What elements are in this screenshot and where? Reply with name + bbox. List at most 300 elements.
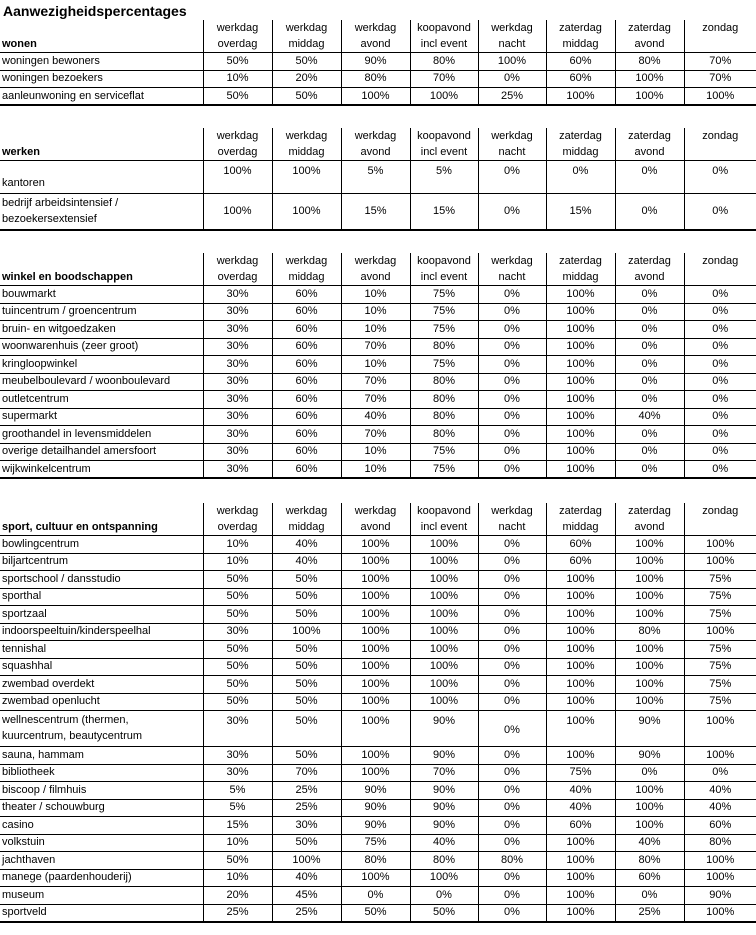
row-label-line: bedrijf arbeidsintensief /: [2, 197, 119, 210]
cell-value: 50%: [203, 852, 272, 870]
column-header: [341, 20, 410, 53]
table-row: [0, 764, 756, 782]
column-header-line: incl event: [420, 146, 468, 158]
column-header-line: koopavond: [417, 255, 471, 267]
column-header: [684, 253, 756, 286]
column-header-line: incl event: [420, 521, 468, 533]
cell-value: 50%: [272, 693, 341, 711]
row-label-line: bowlingcentrum: [2, 537, 80, 550]
cell-value: 30%: [203, 373, 272, 391]
cell-value: 5%: [410, 161, 478, 194]
column-header: [341, 253, 410, 286]
cell-value: 100%: [410, 588, 478, 606]
table-row: [0, 426, 756, 444]
cell-value: 100%: [341, 658, 410, 676]
cell-value: 80%: [615, 623, 684, 641]
cell-value: 80%: [615, 53, 684, 71]
column-header: [410, 20, 478, 53]
cell-value: 50%: [410, 904, 478, 922]
cell-value: 15%: [546, 194, 615, 230]
column-header: [546, 20, 615, 53]
cell-value: 0%: [478, 338, 546, 356]
column-header: [203, 128, 272, 161]
cell-value: 0%: [478, 391, 546, 409]
cell-value: 40%: [615, 834, 684, 852]
section-title: wonen: [0, 20, 203, 53]
column-header-line: werkdag: [285, 130, 328, 142]
cell-value: 0%: [478, 641, 546, 659]
row-label-line: squashhal: [2, 660, 53, 673]
cell-value: 90%: [410, 799, 478, 817]
cell-value: 100%: [684, 904, 756, 922]
cell-value: 80%: [684, 834, 756, 852]
cell-value: 25%: [272, 799, 341, 817]
cell-value: 100%: [615, 658, 684, 676]
column-header-line: werkdag: [216, 130, 259, 142]
cell-value: 75%: [684, 658, 756, 676]
cell-value: 100%: [684, 852, 756, 870]
cell-value: 100%: [341, 711, 410, 747]
cell-value: 0%: [615, 356, 684, 374]
row-label: [0, 782, 203, 800]
cell-value: 30%: [203, 356, 272, 374]
cell-value: 20%: [272, 70, 341, 88]
cell-value: 100%: [615, 70, 684, 88]
cell-value: 0%: [478, 461, 546, 479]
cell-value: 60%: [272, 373, 341, 391]
cell-value: 100%: [546, 391, 615, 409]
cell-value: 40%: [684, 782, 756, 800]
cell-value: 100%: [546, 693, 615, 711]
cell-value: 100%: [341, 693, 410, 711]
cell-value: 100%: [546, 887, 615, 905]
cell-value: 90%: [341, 782, 410, 800]
row-label-line: sportschool / dansstudio: [2, 572, 121, 585]
cell-value: 50%: [203, 641, 272, 659]
cell-value: 0%: [615, 443, 684, 461]
cell-value: 100%: [684, 869, 756, 887]
column-header-line: zondag: [702, 22, 739, 34]
cell-value: 50%: [203, 606, 272, 624]
column-header-line: middag: [562, 271, 599, 283]
cell-value: 75%: [684, 676, 756, 694]
cell-value: 75%: [684, 588, 756, 606]
cell-value: 0%: [684, 408, 756, 426]
header-row: [0, 20, 756, 53]
column-header: [478, 503, 546, 536]
cell-value: 75%: [410, 303, 478, 321]
cell-value: 50%: [203, 88, 272, 106]
cell-value: 0%: [478, 426, 546, 444]
cell-value: 15%: [410, 194, 478, 230]
column-header-line: werkdag: [285, 255, 328, 267]
row-label-line: casino: [2, 818, 34, 831]
column-header-line: werkdag: [354, 22, 397, 34]
cell-value: 100%: [546, 606, 615, 624]
cell-value: 100%: [546, 658, 615, 676]
column-header-line: werkdag: [354, 505, 397, 517]
cell-value: 0%: [478, 904, 546, 922]
cell-value: 60%: [272, 461, 341, 479]
row-label-line: sportzaal: [2, 607, 47, 620]
cell-value: 70%: [684, 70, 756, 88]
column-header: [478, 253, 546, 286]
cell-value: 0%: [684, 373, 756, 391]
cell-value: 0%: [478, 817, 546, 835]
row-label: [0, 356, 203, 374]
cell-value: 90%: [410, 782, 478, 800]
cell-value: 50%: [272, 658, 341, 676]
cell-value: 50%: [272, 834, 341, 852]
cell-value: 0%: [615, 391, 684, 409]
column-header-line: [687, 36, 755, 52]
row-label: [0, 693, 203, 711]
row-label: [0, 571, 203, 589]
table-row: [0, 799, 756, 817]
cell-value: 75%: [684, 693, 756, 711]
cell-value: 0%: [615, 321, 684, 339]
cell-value: 40%: [272, 553, 341, 571]
cell-value: 50%: [272, 747, 341, 765]
cell-value: 0%: [478, 887, 546, 905]
column-header: [410, 128, 478, 161]
cell-value: 100%: [615, 588, 684, 606]
cell-value: 60%: [272, 426, 341, 444]
column-header: [272, 128, 341, 161]
cell-value: 0%: [478, 676, 546, 694]
row-label-line: bouwmarkt: [2, 287, 56, 300]
table-row: [0, 747, 756, 765]
table-row: [0, 623, 756, 641]
cell-value: 40%: [546, 782, 615, 800]
cell-value: 100%: [341, 536, 410, 554]
row-label-line: manege (paardenhouderij): [2, 871, 132, 884]
cell-value: 100%: [341, 588, 410, 606]
column-header: [546, 253, 615, 286]
row-label-line: biscoop / filmhuis: [2, 783, 87, 796]
cell-value: 0%: [684, 356, 756, 374]
row-label: [0, 443, 203, 461]
cell-value: 0%: [478, 408, 546, 426]
column-header-line: avond: [360, 146, 391, 158]
cell-value: 80%: [410, 338, 478, 356]
cell-value: 10%: [341, 443, 410, 461]
cell-value: 60%: [272, 391, 341, 409]
row-label-line: meubelboulevard / woonboulevard: [2, 375, 171, 388]
row-label: [0, 70, 203, 88]
column-header-line: incl event: [420, 271, 468, 283]
cell-value: 100%: [546, 408, 615, 426]
column-header-line: middag: [562, 521, 599, 533]
cell-value: 100%: [410, 553, 478, 571]
row-label-line: aanleunwoning en serviceflat: [2, 89, 144, 102]
cell-value: 30%: [203, 303, 272, 321]
column-header: [410, 503, 478, 536]
row-label-line: jachthaven: [2, 853, 56, 866]
cell-value: 80%: [410, 408, 478, 426]
table-row: [0, 321, 756, 339]
cell-value: 50%: [203, 53, 272, 71]
cell-value: 70%: [341, 373, 410, 391]
column-header-line: werkdag: [216, 255, 259, 267]
table-row: [0, 904, 756, 922]
cell-value: 100%: [341, 88, 410, 106]
cell-value: 100%: [341, 571, 410, 589]
table-row: [0, 53, 756, 71]
cell-value: 70%: [684, 53, 756, 71]
cell-value: 0%: [684, 161, 756, 194]
cell-value: 50%: [203, 588, 272, 606]
row-label: [0, 391, 203, 409]
cell-value: 100%: [341, 641, 410, 659]
cell-value: 100%: [546, 641, 615, 659]
cell-value: 50%: [203, 658, 272, 676]
table-row: [0, 194, 756, 230]
column-header-line: zaterdag: [628, 505, 671, 517]
row-label: [0, 53, 203, 71]
cell-value: 60%: [272, 443, 341, 461]
cell-value: 70%: [410, 764, 478, 782]
table-row: [0, 852, 756, 870]
cell-value: 75%: [410, 443, 478, 461]
table-row: [0, 373, 756, 391]
cell-value: 100%: [410, 623, 478, 641]
column-header-line: nacht: [498, 521, 526, 533]
cell-value: 100%: [546, 676, 615, 694]
cell-value: 90%: [341, 53, 410, 71]
cell-value: 50%: [272, 571, 341, 589]
row-label-line: woningen bewoners: [2, 54, 100, 67]
row-label: [0, 887, 203, 905]
cell-value: 0%: [478, 536, 546, 554]
row-label-line: sportveld: [2, 906, 47, 918]
row-label-line: overige detailhandel amersfoort: [2, 445, 157, 458]
cell-value: 25%: [272, 782, 341, 800]
cell-value: 75%: [684, 571, 756, 589]
cell-value: 0%: [615, 194, 684, 230]
cell-value: 90%: [684, 887, 756, 905]
cell-value: 5%: [341, 161, 410, 194]
cell-value: 100%: [272, 194, 341, 230]
row-label-line: tennishal: [2, 642, 47, 655]
cell-value: 100%: [615, 553, 684, 571]
cell-value: 100%: [615, 693, 684, 711]
cell-value: 30%: [203, 408, 272, 426]
table-row: [0, 338, 756, 356]
cell-value: 60%: [684, 817, 756, 835]
cell-value: 100%: [341, 606, 410, 624]
cell-value: 0%: [478, 321, 546, 339]
column-header-line: overdag: [217, 38, 258, 50]
row-label-line: kantoren: [2, 177, 45, 189]
cell-value: 0%: [546, 161, 615, 194]
cell-value: 0%: [615, 303, 684, 321]
cell-value: 75%: [546, 764, 615, 782]
cell-value: 0%: [478, 834, 546, 852]
column-header-line: zaterdag: [559, 22, 602, 34]
cell-value: 50%: [272, 88, 341, 106]
cell-value: 100%: [615, 817, 684, 835]
cell-value: 0%: [478, 747, 546, 765]
row-label-line: indoorspeeltuin/kinderspeelhal: [2, 625, 151, 638]
row-label: [0, 834, 203, 852]
cell-value: 100%: [546, 623, 615, 641]
cell-value: 40%: [410, 834, 478, 852]
cell-value: 30%: [203, 391, 272, 409]
cell-value: 80%: [410, 373, 478, 391]
cell-value: 100%: [546, 747, 615, 765]
cell-value: 0%: [478, 70, 546, 88]
column-header-line: [687, 269, 755, 285]
row-label: [0, 764, 203, 782]
column-header-line: [687, 144, 755, 160]
cell-value: 50%: [341, 904, 410, 922]
cell-value: 70%: [272, 764, 341, 782]
column-header-line: werkdag: [285, 22, 328, 34]
row-label-line: theater / schouwburg: [2, 801, 105, 814]
table-row: [0, 461, 756, 479]
table-row: [0, 408, 756, 426]
cell-value: 40%: [684, 799, 756, 817]
column-header-line: overdag: [217, 271, 258, 283]
cell-value: 50%: [203, 676, 272, 694]
row-label: [0, 641, 203, 659]
cell-value: 10%: [341, 461, 410, 479]
row-label: [0, 303, 203, 321]
table-row: [0, 693, 756, 711]
cell-value: 50%: [272, 711, 341, 747]
row-label: [0, 88, 203, 106]
cell-value: 30%: [203, 461, 272, 479]
cell-value: 25%: [272, 904, 341, 922]
cell-value: 100%: [684, 553, 756, 571]
row-label: [0, 461, 203, 479]
cell-value: 60%: [272, 321, 341, 339]
cell-value: 100%: [341, 869, 410, 887]
cell-value: 60%: [272, 338, 341, 356]
cell-value: 0%: [478, 782, 546, 800]
cell-value: 0%: [478, 606, 546, 624]
row-label-line: outletcentrum: [2, 392, 69, 405]
cell-value: 0%: [684, 338, 756, 356]
column-header-line: middag: [288, 271, 325, 283]
cell-value: 100%: [546, 303, 615, 321]
table-row: [0, 606, 756, 624]
table-row: [0, 658, 756, 676]
column-header-line: nacht: [498, 271, 526, 283]
row-label-line: zwembad openlucht: [2, 695, 100, 708]
cell-value: 0%: [615, 887, 684, 905]
row-label: [0, 161, 203, 194]
row-label: [0, 623, 203, 641]
cell-value: 100%: [546, 443, 615, 461]
column-header-line: middag: [562, 38, 599, 50]
cell-value: 30%: [203, 711, 272, 747]
column-header: [478, 20, 546, 53]
cell-value: 60%: [546, 553, 615, 571]
cell-value: 45%: [272, 887, 341, 905]
cell-value: 40%: [546, 799, 615, 817]
cell-value: 50%: [272, 676, 341, 694]
column-header-line: zondag: [702, 255, 739, 267]
column-header-line: nacht: [498, 146, 526, 158]
cell-value: 60%: [546, 536, 615, 554]
column-header-line: middag: [288, 38, 325, 50]
cell-value: 0%: [478, 373, 546, 391]
cell-value: 0%: [478, 711, 546, 747]
cell-value: 0%: [478, 571, 546, 589]
cell-value: 50%: [272, 641, 341, 659]
cell-value: 0%: [615, 764, 684, 782]
column-header-line: [687, 519, 755, 535]
column-header: [478, 128, 546, 161]
cell-value: 100%: [684, 747, 756, 765]
cell-value: 100%: [615, 799, 684, 817]
section-table-0: [0, 20, 756, 106]
cell-value: 100%: [546, 373, 615, 391]
row-label-line: biljartcentrum: [2, 555, 69, 568]
cell-value: 100%: [410, 693, 478, 711]
column-header: [615, 128, 684, 161]
column-header-line: incl event: [420, 38, 468, 50]
column-header: [615, 253, 684, 286]
cell-value: 100%: [615, 606, 684, 624]
table-row: [0, 443, 756, 461]
column-header-line: overdag: [217, 521, 258, 533]
column-header: [546, 503, 615, 536]
cell-value: 90%: [410, 747, 478, 765]
row-label-line: woningen bezoekers: [2, 72, 103, 85]
row-label-line: zwembad overdekt: [2, 677, 95, 690]
cell-value: 10%: [203, 869, 272, 887]
cell-value: 25%: [203, 904, 272, 922]
row-label-line: bruin- en witgoedzaken: [2, 322, 116, 335]
header-row: [0, 503, 756, 536]
table-row: [0, 711, 756, 747]
row-label-line: woonwarenhuis (zeer groot): [2, 340, 139, 353]
column-header-line: werkdag: [354, 130, 397, 142]
page-title: Aanwezigheidspercentages: [3, 3, 187, 19]
cell-value: 0%: [615, 426, 684, 444]
cell-value: 100%: [341, 623, 410, 641]
cell-value: 100%: [615, 571, 684, 589]
cell-value: 0%: [478, 658, 546, 676]
row-label-line: tuincentrum / groencentrum: [2, 305, 137, 318]
column-header: [272, 503, 341, 536]
column-header-line: werkdag: [285, 505, 328, 517]
column-header-line: koopavond: [417, 22, 471, 34]
cell-value: 50%: [272, 606, 341, 624]
cell-value: 30%: [203, 623, 272, 641]
cell-value: 100%: [615, 88, 684, 106]
cell-value: 60%: [546, 53, 615, 71]
column-header: [272, 253, 341, 286]
cell-value: 100%: [410, 571, 478, 589]
cell-value: 70%: [341, 426, 410, 444]
column-header-line: avond: [634, 521, 665, 533]
table-row: [0, 303, 756, 321]
cell-value: 0%: [684, 461, 756, 479]
cell-value: 70%: [410, 70, 478, 88]
row-label-line: groothandel in levensmiddelen: [2, 427, 152, 440]
cell-value: 80%: [410, 852, 478, 870]
cell-value: 100%: [684, 623, 756, 641]
cell-value: 80%: [341, 852, 410, 870]
table-row: [0, 88, 756, 106]
column-header-line: overdag: [217, 146, 258, 158]
cell-value: 0%: [684, 194, 756, 230]
cell-value: 75%: [410, 461, 478, 479]
